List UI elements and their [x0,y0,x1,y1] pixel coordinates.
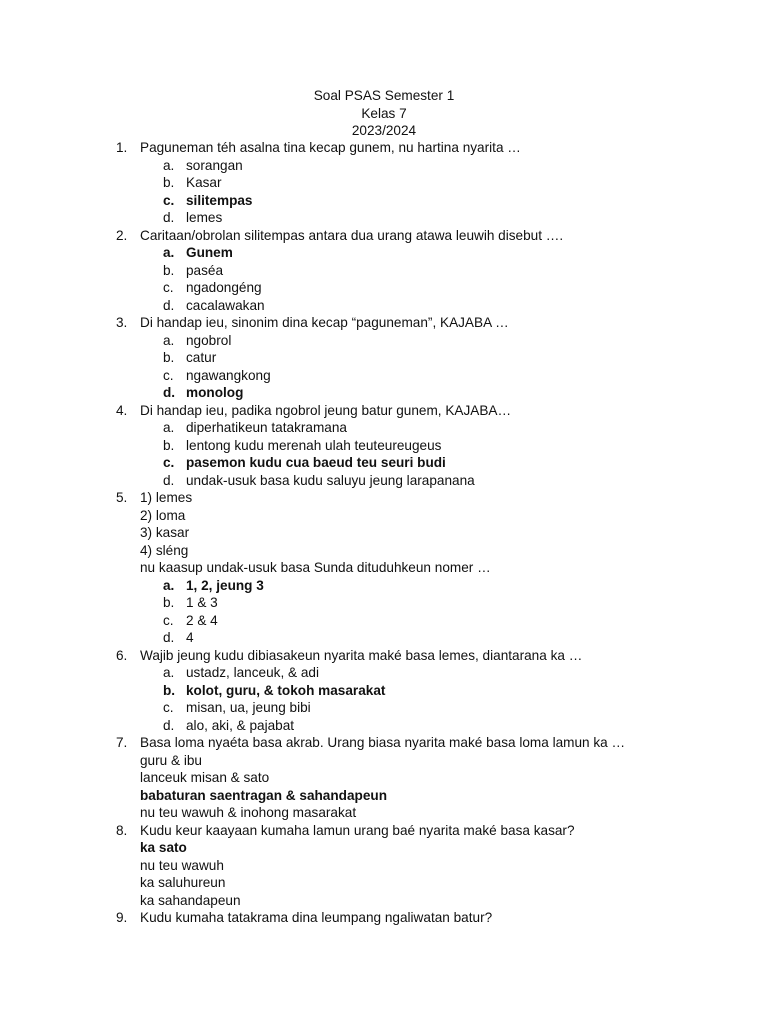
statement-row [0,542,768,560]
question-5-prompt [0,559,768,577]
option-2a-answer [0,244,768,262]
question-number: 8. [116,822,128,838]
option-5c [0,612,768,630]
document-header [0,87,768,140]
option-1a [0,157,768,175]
option-6b-answer [0,682,768,700]
question-1 [0,139,768,157]
option-text: diperhatikeun tatakramana [186,420,347,435]
option-text: ka saluhureun [140,875,226,890]
statement-line: 2) loma [140,507,186,523]
option-letter: c. [163,280,174,295]
question-text: Wajib jeung kudu dibiasakeun nyarita maké basa lemes, diantarana ka … [140,647,583,663]
option-4a [0,419,768,437]
option-letter: d. [163,385,176,400]
school-year: 2023/2024 [351,123,417,138]
option-4b [0,437,768,455]
option-letter: c. [163,192,175,208]
option-3c [0,367,768,385]
statement-line: 4) sléng [140,542,189,558]
option-8-1-answer [0,839,768,857]
question-number: 7. [116,735,128,750]
option-6c [0,699,768,717]
option-text: ngadongéng [186,280,262,295]
option-text: lemes [186,210,223,225]
option-text: ngobrol [186,332,232,348]
question-5 [0,489,768,507]
option-letter: a. [163,245,175,260]
option-8-4 [0,892,768,910]
question-6 [0,647,768,665]
option-text: undak-usuk basa kudu saluyu jeung larapanana [186,472,475,488]
option-text: cacalawakan [186,297,265,313]
option-text: lanceuk misan & sato [140,770,270,785]
option-letter: a. [163,332,175,348]
option-text: Gunem [186,245,233,260]
option-2b [0,262,768,280]
option-3d-answer [0,384,768,402]
option-letter: b. [163,262,175,278]
statement-line: 3) kasar [140,525,190,540]
question-number: 2. [116,227,128,243]
exam-title: Soal PSAS Semester 1 [313,88,455,103]
option-2c [0,279,768,297]
option-3b [0,349,768,367]
option-4c-answer [0,454,768,472]
option-letter: b. [163,682,176,698]
option-text: catur [186,350,217,365]
option-text: Kasar [186,175,222,190]
question-number: 1. [116,140,128,155]
option-letter: a. [163,157,175,173]
option-1c-answer [0,192,768,210]
question-text: Kudu kumaha tatakrama dina leumpang ngaliwatan batur? [140,910,493,925]
option-6d [0,717,768,735]
option-letter: c. [163,367,174,383]
statement-line: 1) lemes [140,490,193,505]
question-list [0,139,768,927]
option-text: 2 & 4 [186,612,218,628]
question-8 [0,822,768,840]
option-text: sorangan [186,157,243,173]
option-letter: b. [163,175,175,190]
option-letter: c. [163,612,174,628]
option-text: nu teu wawuh & inohong masarakat [140,805,357,820]
option-text: silitempas [186,192,253,208]
question-text: Kudu keur kaayaan kumaha lamun urang baé nyarita maké basa kasar? [140,822,575,838]
question-text: Di handap ieu, sinonim dina kecap “paguneman”, KAJABA … [140,315,509,330]
question-number: 3. [116,315,128,330]
option-letter: a. [163,665,175,680]
option-text: pasemon kudu cua baeud teu seuri budi [186,455,446,470]
option-text: nu teu wawuh [140,857,224,873]
question-9 [0,909,768,927]
option-6a [0,664,768,682]
option-letter: b. [163,595,175,610]
option-7-3-answer [0,787,768,805]
option-letter: d. [163,717,175,733]
option-letter: b. [163,437,175,453]
option-letter: b. [163,350,175,365]
option-2d [0,297,768,315]
question-number: 9. [116,910,128,925]
option-text: alo, aki, & pajabat [186,717,295,733]
question-3 [0,314,768,332]
question-text: Caritaan/obrolan silitempas antara dua urang atawa leuwih disebut …. [140,227,564,243]
statement-row [0,507,768,525]
question-number: 6. [116,647,128,663]
option-text: kolot, guru, & tokoh masarakat [186,682,386,698]
option-text: guru & ibu [140,752,202,768]
question-7 [0,734,768,752]
class-label: Kelas 7 [361,105,407,121]
option-text: ka sato [140,840,187,855]
option-text: ngawangkong [186,367,271,383]
option-letter: d. [163,297,175,313]
option-text: misan, ua, jeung bibi [186,700,311,715]
option-5a-answer [0,577,768,595]
option-text: babaturan saentragan & sahandapeun [140,787,388,803]
option-text: 1 & 3 [186,595,218,610]
option-3a [0,332,768,350]
question-text: nu kaasup undak-usuk basa Sunda dituduhkeun nomer … [140,560,491,575]
option-5d [0,629,768,647]
option-8-3 [0,874,768,892]
option-letter: d. [163,472,175,488]
question-text: Paguneman téh asalna tina kecap gunem, nu hartina nyarita … [140,140,521,155]
option-4d [0,472,768,490]
option-text: ka sahandapeun [140,892,241,908]
option-text: ustadz, lanceuk, & adi [186,665,319,680]
question-number: 5. [116,490,128,505]
question-text: Di handap ieu, padika ngobrol jeung batur gunem, KAJABA… [140,402,512,418]
option-1d [0,209,768,227]
option-letter: a. [163,420,175,435]
option-text: 1, 2, jeung 3 [186,577,264,593]
option-letter: d. [163,630,175,645]
option-7-1 [0,752,768,770]
option-text: 4 [186,630,194,645]
option-7-2 [0,769,768,787]
statement-row [0,524,768,542]
question-number: 4. [116,402,128,418]
option-letter: c. [163,455,175,470]
option-8-2 [0,857,768,875]
option-7-4 [0,804,768,822]
question-text: Basa loma nyaéta basa akrab. Urang biasa nyarita maké basa loma lamun ka … [140,735,626,750]
option-letter: c. [163,700,174,715]
question-4 [0,402,768,420]
option-text: monolog [186,385,244,400]
option-1b [0,174,768,192]
option-text: lentong kudu merenah ulah teuteureugeus [186,437,442,453]
option-letter: d. [163,210,175,225]
option-5b [0,594,768,612]
question-2 [0,227,768,245]
option-text: paséa [186,262,224,278]
option-letter: a. [163,577,175,593]
